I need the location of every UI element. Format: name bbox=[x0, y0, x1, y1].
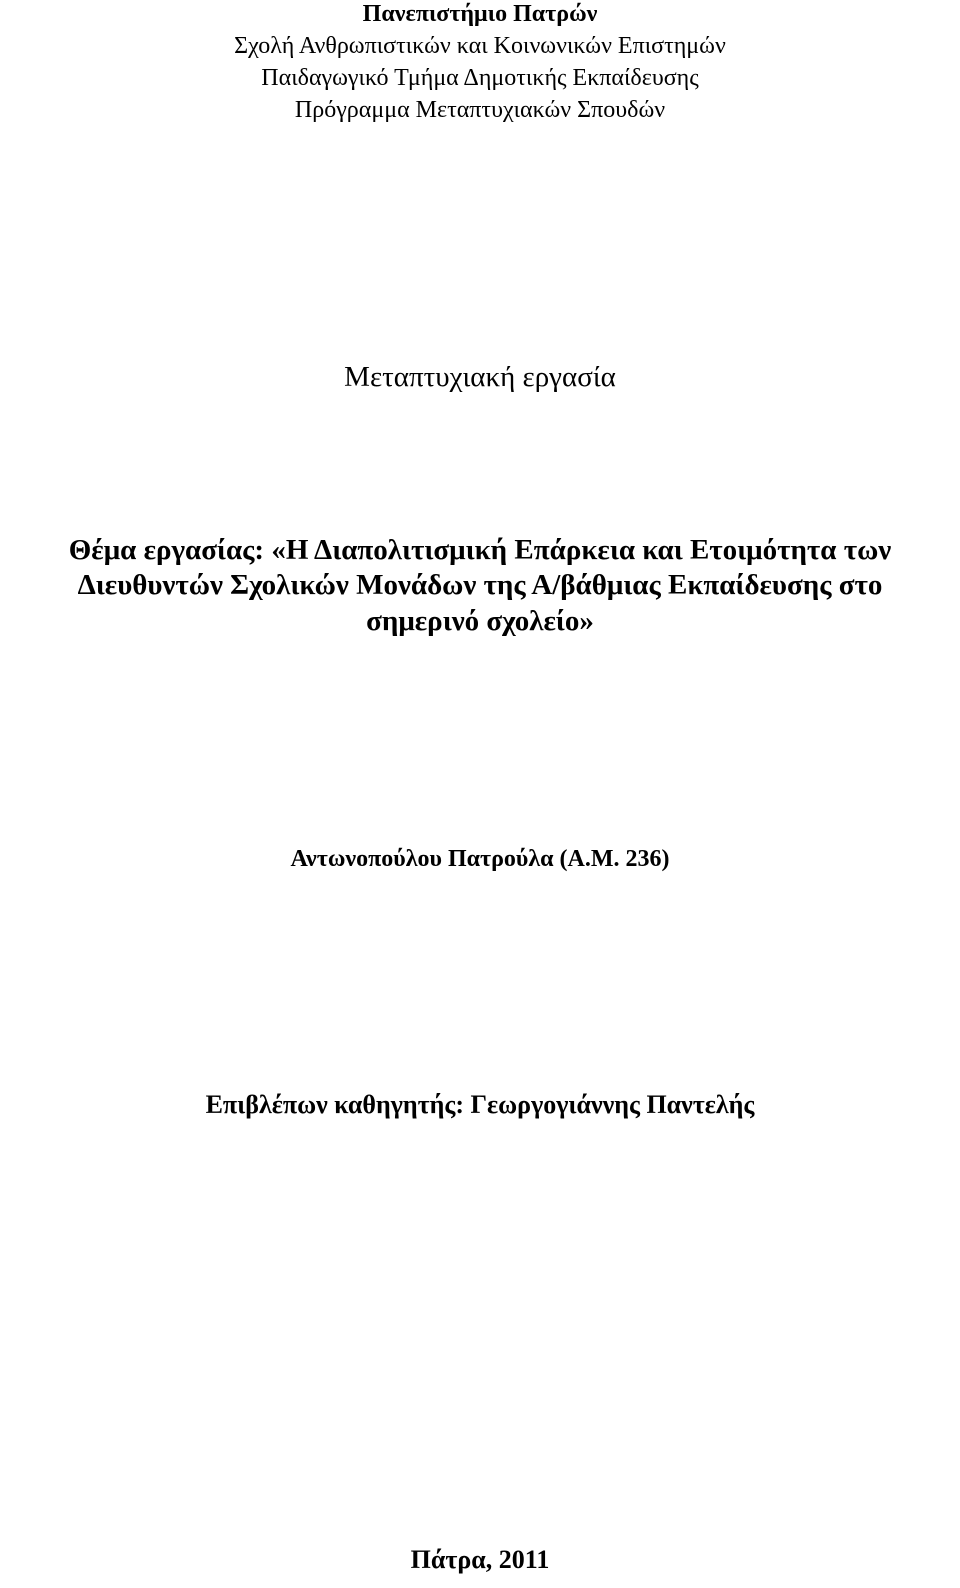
supervisor: Επιβλέπων καθηγητής: Γεωργογιάννης Παντελής bbox=[205, 1090, 755, 1119]
university-name: Πανεπιστήμιο Πατρών bbox=[362, 1, 598, 27]
school-name: Σχολή Ανθρωπιστικών και Κοινωνικών Επιστημών bbox=[234, 33, 726, 59]
program-name: Πρόγραμμα Μεταπτυχιακών Σπουδών bbox=[294, 97, 666, 123]
topic-line-1: Θέμα εργασίας: «Η Διαπολιτισμική Επάρκεια και Ετοιμότητα των bbox=[68, 534, 892, 566]
department-name: Παιδαγωγικό Τμήμα Δημοτικής Εκπαίδευσης bbox=[261, 65, 699, 91]
place-date: Πάτρα, 2011 bbox=[410, 1545, 550, 1574]
document-type: Μεταπτυχιακή εργασία bbox=[344, 361, 616, 393]
topic-line-3: σημερινό σχολείο» bbox=[366, 605, 594, 637]
topic-line-2: Διευθυντών Σχολικών Μονάδων της Α/βάθμιας Εκπαίδευσης στο bbox=[77, 569, 883, 601]
author-name: Αντωνοπούλου Πατρούλα (Α.Μ. 236) bbox=[290, 846, 670, 872]
